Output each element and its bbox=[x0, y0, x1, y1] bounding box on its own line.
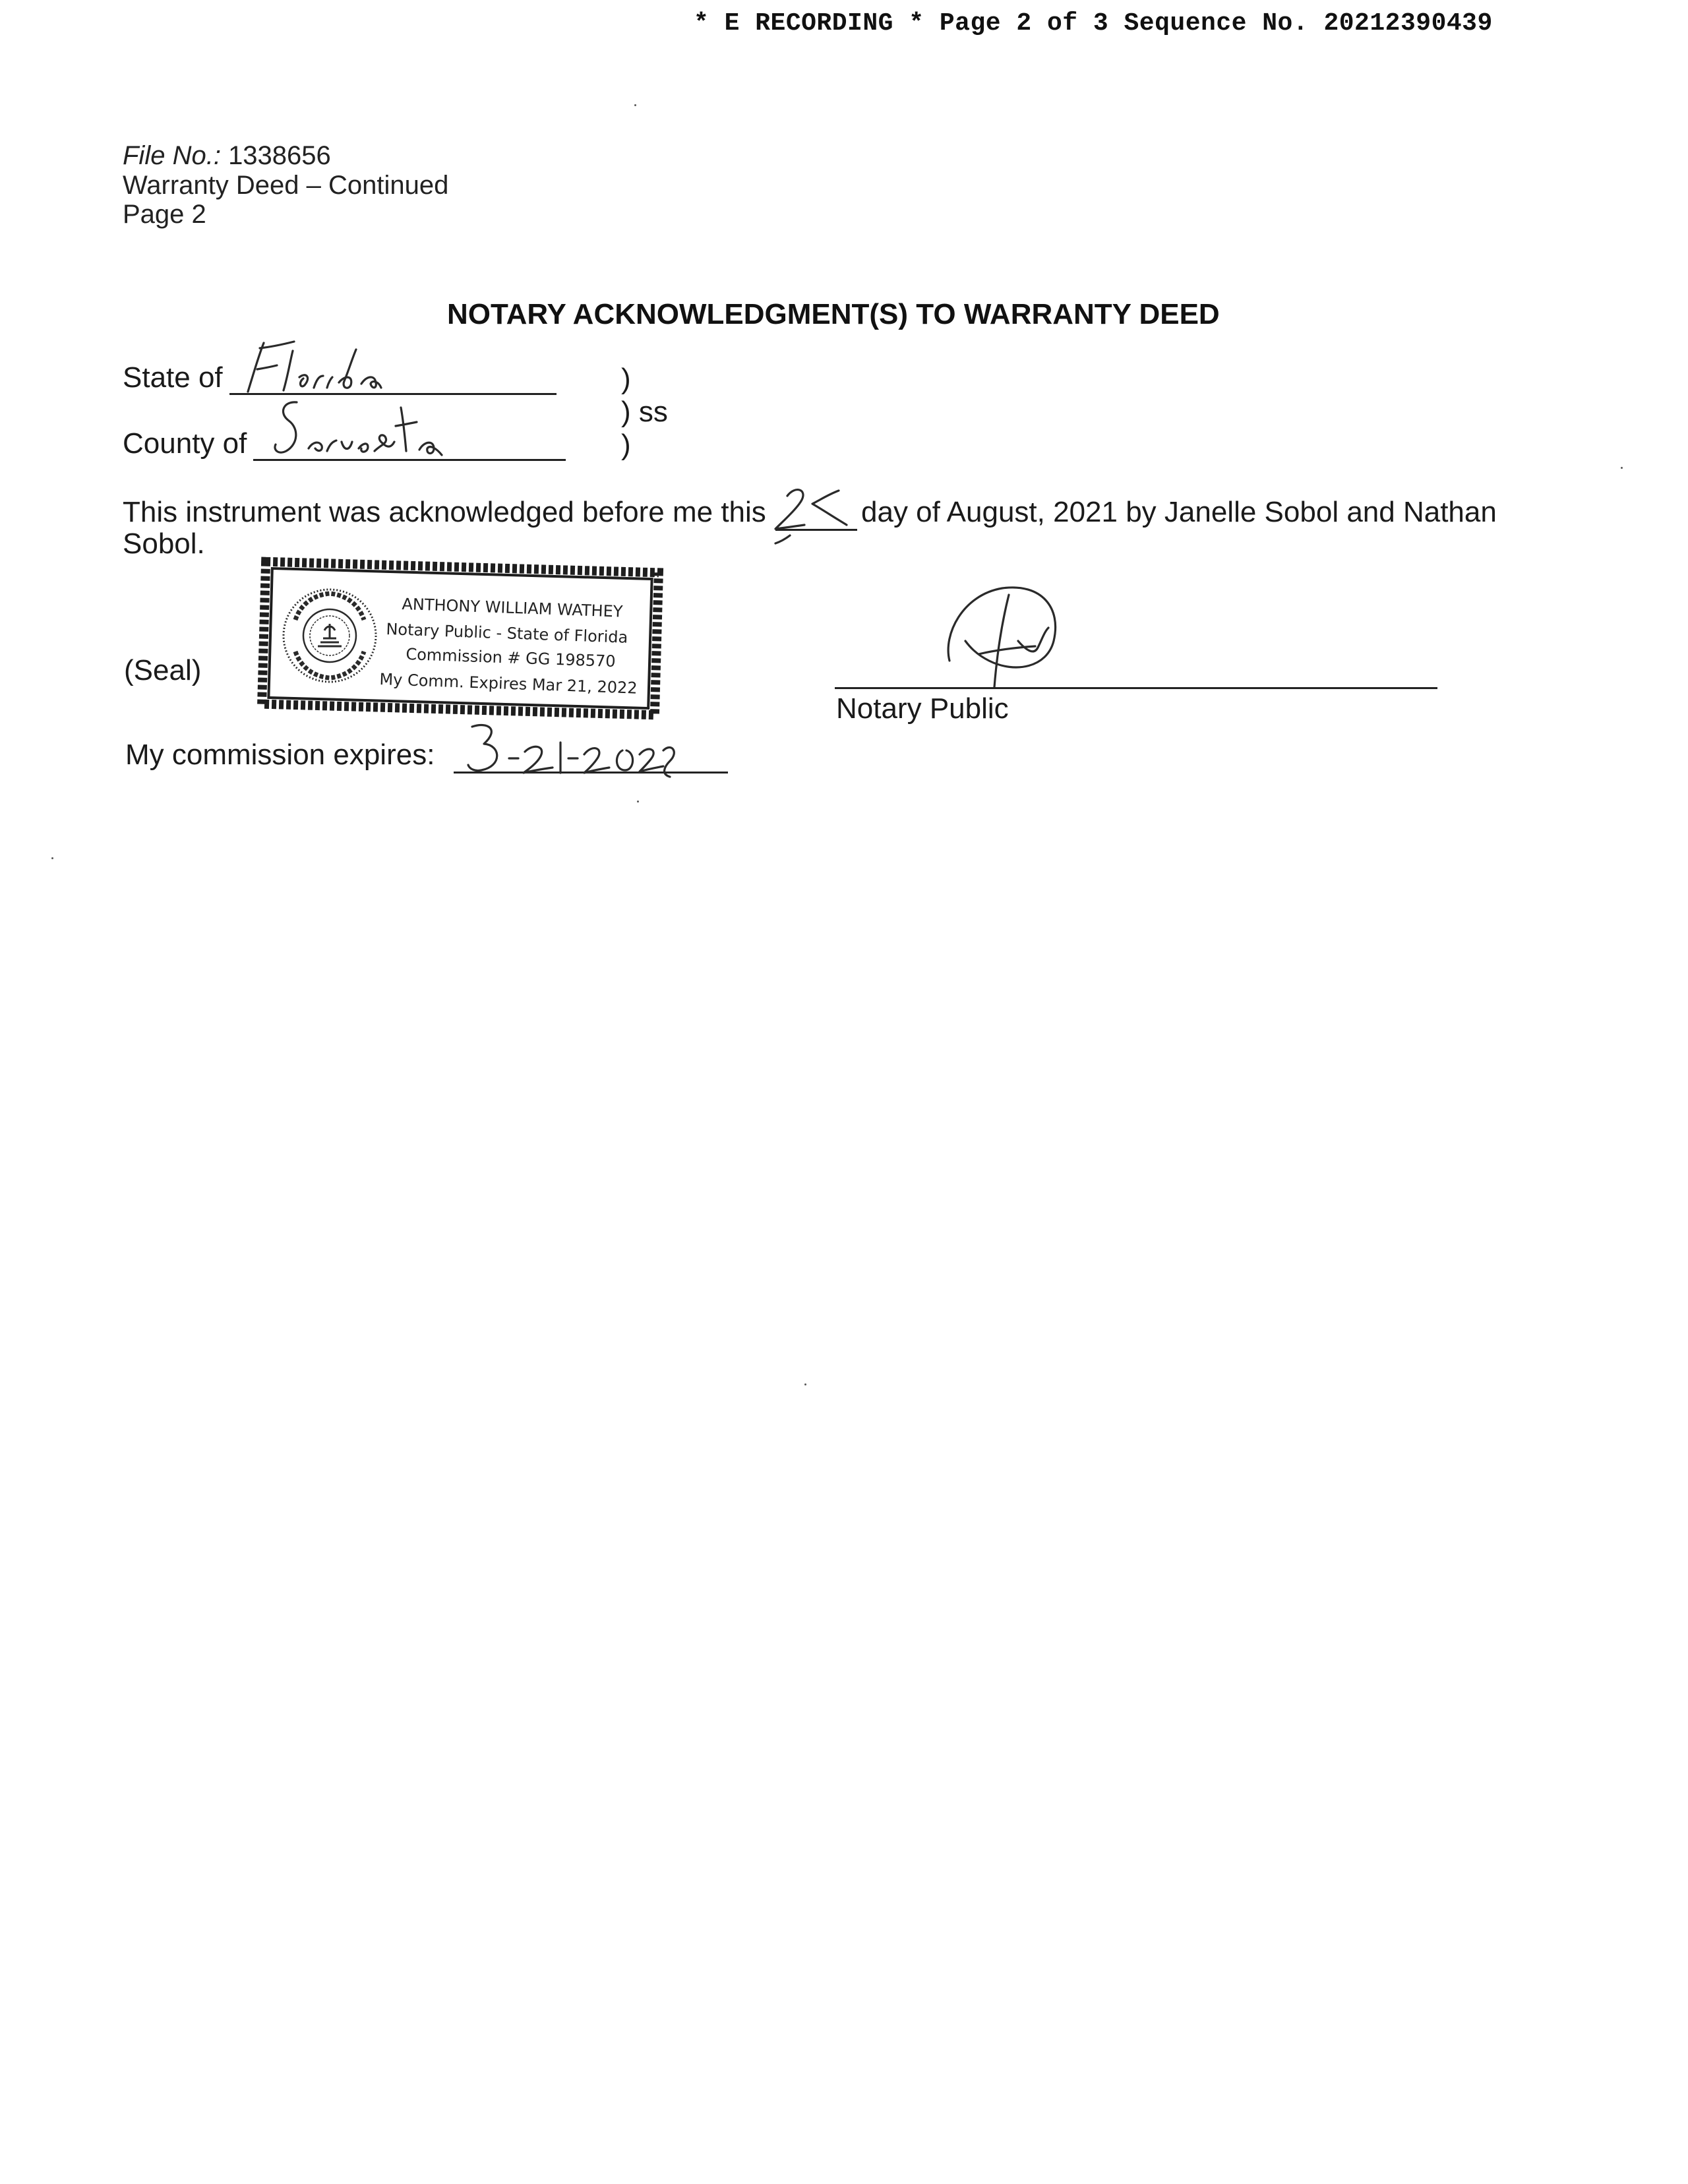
venue-paren-ss: ) ss bbox=[621, 396, 668, 428]
scan-speck bbox=[634, 104, 636, 106]
state-handwritten-florida bbox=[240, 335, 398, 404]
document-heading: NOTARY ACKNOWLEDGMENT(S) TO WARRANTY DEED bbox=[447, 298, 1220, 330]
acknowledgment-text-start: This instrument was acknowledged before me this bbox=[123, 496, 766, 528]
commission-expires-label: My commission expires: bbox=[125, 739, 435, 771]
county-handwritten-sarasota bbox=[269, 396, 454, 468]
stamp-notary-name: ANTHONY WILLIAM WATHEY bbox=[402, 595, 623, 621]
day-handwritten-25 bbox=[770, 481, 862, 547]
page-label: Page 2 bbox=[123, 200, 206, 229]
scan-speck bbox=[637, 801, 639, 803]
stamp-commission-number: Commission # GG 198570 bbox=[406, 645, 617, 671]
state-label: State of bbox=[123, 361, 223, 394]
file-number-value: 1338656 bbox=[228, 141, 331, 170]
document-title-continued: Warranty Deed – Continued bbox=[123, 171, 449, 200]
file-number bbox=[123, 141, 331, 170]
scan-speck bbox=[51, 857, 53, 859]
venue-paren-1: ) bbox=[621, 363, 631, 395]
state-of-florida-seal-emblem bbox=[277, 583, 382, 688]
signature-line bbox=[835, 687, 1437, 689]
file-number-label: File No.: bbox=[123, 141, 221, 170]
seal-label: (Seal) bbox=[124, 654, 202, 686]
venue-paren-3: ) bbox=[621, 429, 631, 461]
scan-speck bbox=[1621, 467, 1623, 469]
stamp-notary-title: Notary Public - State of Florida bbox=[386, 620, 628, 647]
commission-expires-handwritten-date bbox=[462, 717, 679, 783]
scan-speck bbox=[804, 1383, 806, 1385]
notary-stamp bbox=[251, 554, 670, 723]
county-label: County of bbox=[123, 427, 247, 460]
acknowledgment-text-end: day of August, 2021 by Janelle Sobol and Nathan bbox=[861, 496, 1497, 528]
stamp-expiration: My Comm. Expires Mar 21, 2022 bbox=[379, 670, 638, 698]
notary-public-label: Notary Public bbox=[836, 692, 1009, 725]
recording-header: * E RECORDING * Page 2 of 3 Sequence No. 20212390439 bbox=[694, 9, 1493, 38]
acknowledgment-text-continuation: Sobol. bbox=[123, 528, 205, 560]
